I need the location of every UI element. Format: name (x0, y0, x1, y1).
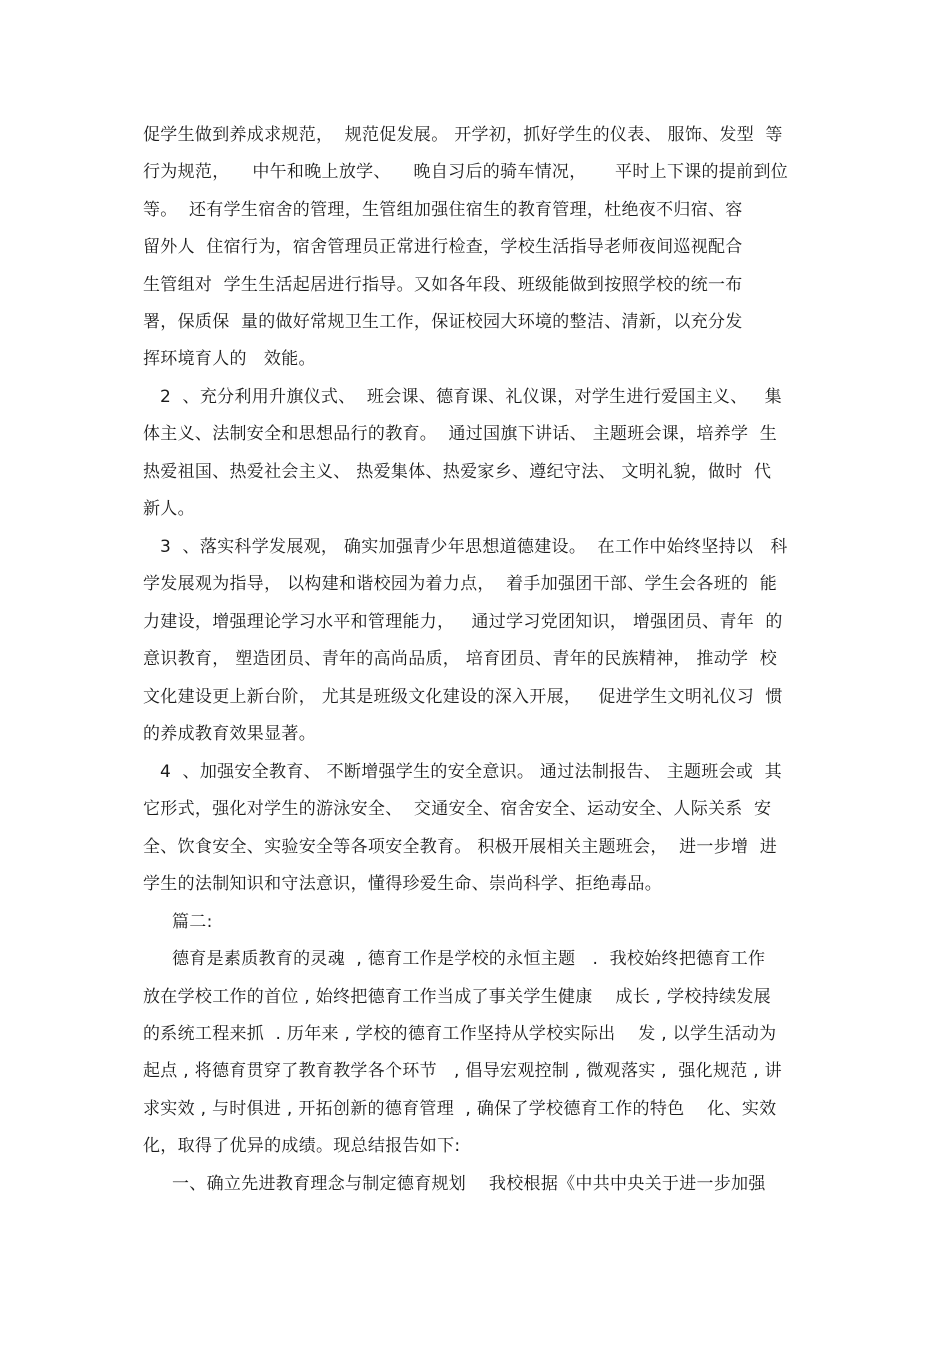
text-line: 学发展观为指导， 以构建和谐校园为着力点， 着手加强团干部、学生会各班的 能 (143, 574, 778, 594)
text-line: 3 、落实科学发展观， 确实加强青少年思想道德建设。 在工作中始终坚持以 科 (160, 537, 788, 557)
text-line: 行为规范， 中午和晚上放学、 晚自习后的骑车情况， 平时上下课的提前到位 (143, 162, 789, 182)
text-line: 化，取得了优异的成绩。现总结报告如下: (143, 1136, 461, 1156)
text-line: 等。 还有学生宿舍的管理，生管组加强住宿生的教育管理，杜绝夜不归宿、容 (143, 200, 743, 220)
text-line: 促学生做到养成求规范， 规范促发展。 开学初，抓好学生的仪表、 服饰、发型 等 (143, 125, 783, 145)
text-line: 意识教育， 塑造团员、青年的高尚品质， 培育团员、青年的民族精神， 推动学 校 (143, 649, 778, 669)
text-line: 挥环境育人的 效能。 (143, 349, 316, 369)
text-line: 力建设，增强理论学习水平和管理能力， 通过学习党团知识， 增强团员、青年 的 (143, 612, 783, 632)
text-line: 它形式，强化对学生的游泳安全、 交通安全、宿舍安全、运动安全、人际关系 安 (143, 799, 772, 819)
text-line: 体主义、法制安全和思想品行的教育。 通过国旗下讲话、 主题班会课，培养学 生 (143, 424, 778, 444)
text-line: 的系统工程来抓 . 历年来 , 学校的德育工作坚持从学校实际出 发 , 以学生活动为 (143, 1024, 777, 1044)
text-line: 热爱祖国、热爱社会主义、 热爱集体、热爱家乡、遵纪守法、 文明礼貌，做时 代 (143, 462, 772, 482)
text-line: 放在学校工作的首位 , 始终把德育工作当成了事关学生健康 成长 , 学校持续发展 (143, 987, 771, 1007)
text-line: 留外人 住宿行为，宿舍管理员正常进行检查，学校生活指导老师夜间巡视配合 (143, 237, 743, 257)
text-line: 起点 , 将德育贯穿了教育教学各个环节 , 倡导宏观控制 , 微观落实 , 强化规范 , 讲 (143, 1061, 782, 1081)
section-heading: 篇二: (172, 912, 213, 932)
text-line: 一、确立先进教育理念与制定德育规划 我校根据《中共中央关于进一步加强 (172, 1174, 766, 1194)
text-line: 2 、充分利用升旗仪式、 班会课、德育课、礼仪课，对学生进行爱国主义、 集 (160, 387, 782, 407)
text-line: 德育是素质教育的灵魂 , 德育工作是学校的永恒主题 . 我校始终把德育工作 (172, 949, 766, 969)
text-line: 全、饮食安全、实验安全等各项安全教育。 积极开展相关主题班会， 进一步增 进 (143, 837, 778, 857)
text-line: 新人。 (143, 499, 195, 519)
text-line: 的养成教育效果显著。 (143, 724, 316, 744)
text-line: 求实效 , 与时俱进 , 开拓创新的德育管理 , 确保了学校德育工作的特色 化、实效 (143, 1099, 777, 1119)
text-line: 学生的法制知识和守法意识，懂得珍爱生命、崇尚科学、拒绝毒品。 (143, 874, 662, 894)
text-line: 4 、加强安全教育、 不断增强学生的安全意识。 通过法制报告、 主题班会或 其 (160, 762, 782, 782)
text-line: 生管组对 学生生活起居进行指导。又如各年段、班级能做到按照学校的统一布 (143, 275, 743, 295)
text-line: 署，保质保 量的做好常规卫生工作，保证校园大环境的整洁、清新，以充分发 (143, 312, 743, 332)
text-line: 文化建设更上新台阶， 尤其是班级文化建设的深入开展， 促进学生文明礼仪习 惯 (143, 687, 783, 707)
